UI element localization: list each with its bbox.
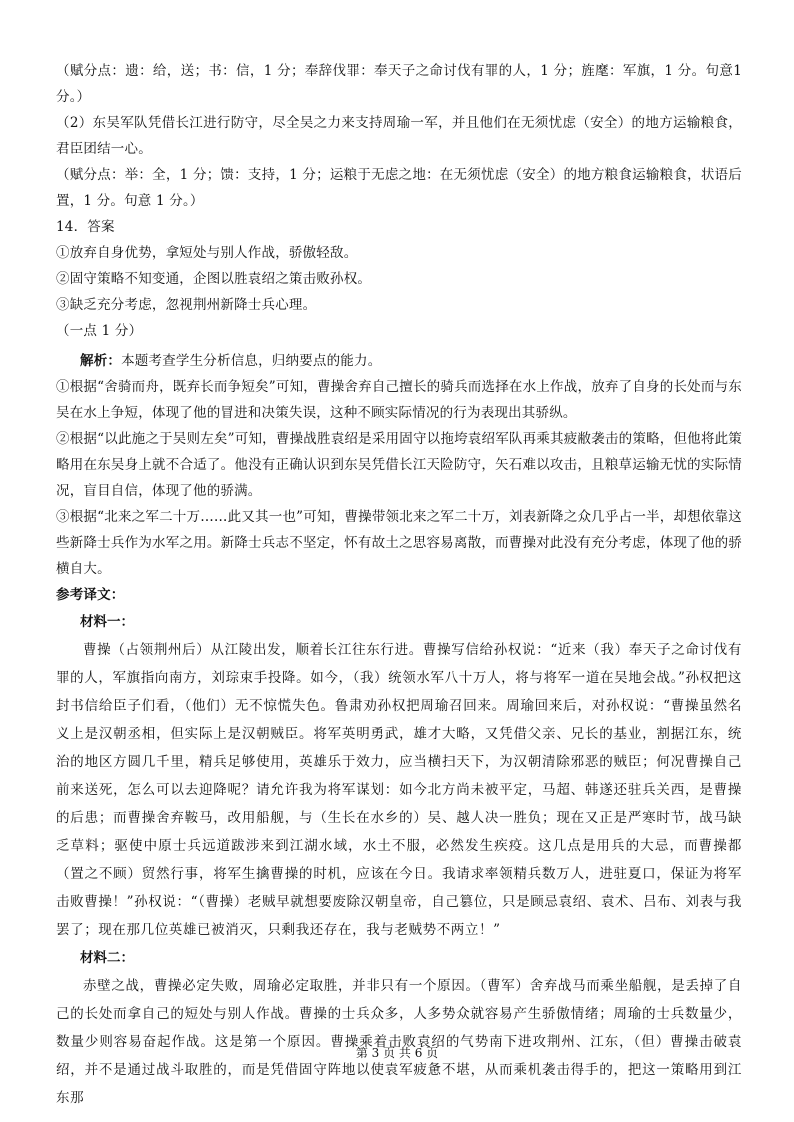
material-1-text: 曹操（占领荆州后）从江陵出发，顺着长江往东行进。曹操写信给孙权说：“近来（我）奉天子之命讨伐有罪的人，军旗指向南方，刘琮束手投降。如今，（我）统领水军八十万人，将与将军一道在吴地会战。”孙权把这封书信给臣子们看，（他们）无不惊慌失色。鲁肃劝孙权把周瑜召回来。周瑜回来后，对孙权说：“曹操虽然名义上是汉朝丞相，但实际上是汉朝贼臣。将军英明勇武，雄才大略，又凭借父亲、兄长的基业，割据江东，统治的地区方圆几千里，精兵足够使用，英雄乐于效力，应当横扫天下，为汉朝清除邪恶的贼臣；何况曹操自己前来送死，怎么可以去迎降呢？请允许我为将军谋划：如今北方尚未被平定，马超、韩遂还驻兵关西，是曹操的后患；而曹操舍弃鞍马，改用船舰，与（生长在水乡的）吴、越人决一胜负；现在又正是严寒时节，战马缺乏草料；驱使中原士兵远道跋涉来到江湖水域，水土不服，必然发生疾疫。这几点是用兵的大忌，而曹操都（置之不顾）贸然行事，将军生擒曹操的时机，应该在今日。我请求率领精兵数万人，进驻夏口，保证为将军击败曹操！”孙权说：“（曹操）老贼早就想要废除汉朝皇帝，自己篡位，只是顾忌袁绍、袁术、吕布、刘表与我罢了；现在那几位英雄已被消灭，只剩我还存在，我与老贼势不两立！” <box>56 642 742 938</box>
point-value-note: （一点 1 分） <box>56 323 143 339</box>
translation-heading: 参考译文： <box>56 587 125 603</box>
analysis-label: 解析： <box>80 353 122 369</box>
analysis-point-1: ①根据“舍骑而舟，既弃长而争短矣”可知，曹操舍弃自己擅长的骑兵而选择在水上作战，放弃了自身的长处而与东吴在水上争短，体现了他的冒进和决策失误，这种不顾实际情况的行为表现出其骄纵。 <box>56 379 742 421</box>
answer-13-2: （2）东吴军队凭借长江进行防守，尽全吴之力来支持周瑜一军，并且他们在无须忧虑（安全）的地方运输粮食，君臣团结一心。 <box>56 115 742 157</box>
analysis-point-3: ③根据“北来之军二十万……此又其一也”可知，曹操带领北来之军二十万，刘表新降之众几乎占一半，却想依靠这些新降士兵作为水军之用。新降士兵志不坚定，怀有故土之思容易离散，而曹操对此没有充分考虑，体现了他的骄横自大。 <box>56 509 742 577</box>
material-1-title: 材料一： <box>80 614 134 630</box>
scoring-note-1: （赋分点：遗：给，送；书：信，1 分；奉辞伐罪：奉天子之命讨伐有罪的人，1 分；旌麾：军旗，1 分。句意1 分。） <box>56 63 742 105</box>
answer-point-1: ①放弃自身优势，拿短处与别人作战，骄傲轻敌。 <box>56 245 358 261</box>
analysis-point-2: ②根据“以此施之于吴则左矣”可知，曹操战胜袁绍是采用固守以拖垮袁绍军队再乘其疲敝袭击的策略，但他将此策略用在东吴身上就不合适了。他没有正确认识到东吴凭借长江天险防守，矢石难以攻击，且粮草运输无忧的实际情况，盲目自信，体现了他的骄满。 <box>56 431 742 499</box>
page-footer: 第 3 页 共 6 页 <box>355 1046 439 1060</box>
answer-point-3: ③缺乏充分考虑，忽视荆州新降士兵心理。 <box>56 297 317 313</box>
answer-point-2: ②固守策略不知变通，企图以胜袁绍之策击败孙权。 <box>56 271 372 287</box>
analysis-lead: 本题考查学生分析信息，归纳要点的能力。 <box>121 353 382 369</box>
material-2-title: 材料二： <box>80 950 134 966</box>
analysis-intro <box>56 348 742 374</box>
material-2-text: 赤壁之战，曹操必定失败，周瑜必定取胜，并非只有一个原因。（曹军）舍弃战马而乘坐船舰，是丢掉了自己的长处而拿自己的短处与别人作战。曹操的士兵众多，人多势众就容易产生骄傲情绪；周瑜的士兵数量少，数量少则容易奋起作战。这是第一个原因。曹操乘着击败袁绍的气势南下进攻荆州、江东，（但）曹操击破袁绍，并不是通过战斗取胜的，而是凭借固守阵地以使袁军疲惫不堪，从而乘机袭击得手的，把这一策略用到江东那 <box>56 978 742 1106</box>
scoring-note-2: （赋分点：举：全，1 分；馈：支持，1 分；运粮于无虑之地：在无须忧虑（安全）的地方粮食运输粮食，状语后置，1 分。句意 1 分。） <box>56 167 742 209</box>
question-14-heading: 14．答案 <box>56 219 115 235</box>
page-content <box>56 58 742 1112</box>
